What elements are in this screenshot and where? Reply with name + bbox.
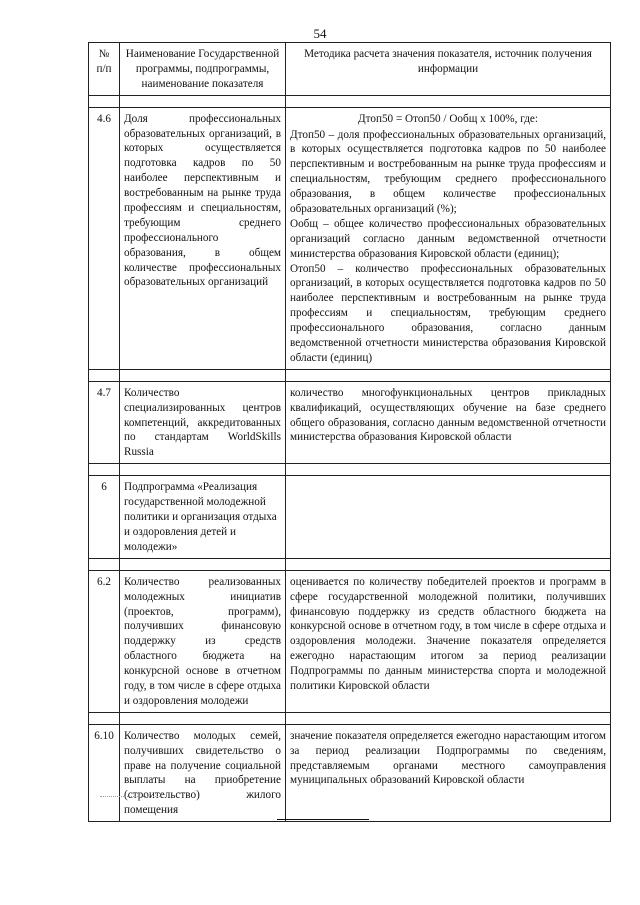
header-name: Наименование Государственной программы, подпрограммы, наименование показателя [120, 43, 286, 96]
indicators-table [88, 42, 611, 822]
table-row [89, 381, 611, 463]
page-number: 54 [313, 26, 327, 41]
indicator-method: оценивается по количеству победителей проектов и программ в сфере государственной молодежной политики, получивших финансовую поддержку из средств областного бюджета на конкурсной основе в отчетном году, в том числе в сфере отдыха и оздоровления молодежи. Значение показателя определяется ежегодно нарастающим итогом за период реализации Подпрограммы по данным министерства спорта и молодежной политики Кировской области [286, 570, 611, 712]
indicator-method: значение показателя определяется ежегодно нарастающим итогом за период реализации Подпрограммы по сведениям, представляемым органами местного самоуправления муниципальных образований Кировской области [286, 724, 611, 821]
indicator-name: Количество молодых семей, получивших свидетельство о праве на получение социальной выплаты на приобретение (строительство) жилого помещения [120, 724, 286, 821]
table-row [89, 724, 611, 821]
indicator-method: количество многофункциональных центров прикладных квалификаций, осуществляющих обучение на базе среднего общего образования, согласно данным ведомственной отчетности министерства образования Кировской области [286, 381, 611, 463]
table-row [89, 570, 611, 712]
table-row [89, 476, 611, 558]
header-method: Методика расчета значения показателя, источник получения информации [286, 43, 611, 96]
indicator-method [286, 107, 611, 369]
spacer-row [89, 369, 611, 381]
row-number: 4.6 [89, 107, 120, 369]
method-line: Дтоп50 – доля профессиональных образовательных организаций, в которых осуществляется подготовка кадров по 50 наиболее перспективным и востребованным на рынке труда профессиям и специальностям, требующим среднего профессионального образования, в общем количестве профессиональных образовательных организаций (%); [290, 128, 606, 216]
subprogram-name: Подпрограмма «Реализация государственной молодежной политики и организация отдыха и оздоровления детей и молодежи» [120, 476, 286, 558]
indicator-name: Доля профессиональных образовательных организаций, в которых осуществляется подготовка кадров по 50 наиболее перспективным и востребованным на рынке труда профессиям и специальностям, требующим среднего профессионального образования, в общем количестве профессиональных образовательных организаций [120, 107, 286, 369]
method-line: Отоп50 – количество профессиональных образовательных организаций, в которых осуществляется подготовка кадров по 50 наиболее перспективным и востребованным на рынке труда профессиям и специальностям, требующим среднего профессионального образования, согласно данным ведомственной отчетности министерства образования Кировской области (единиц) [290, 262, 606, 364]
table-row [89, 107, 611, 369]
header-num: № п/п [89, 43, 120, 96]
spacer-row [89, 558, 611, 570]
method-line: Ообщ – общее количество профессиональных образовательных организаций согласно данным ведомственной отчетности министерства образования Кировской области (единиц); [290, 217, 606, 260]
table-header-row [89, 43, 611, 96]
row-number: 6 [89, 476, 120, 558]
end-rule [277, 819, 369, 820]
spacer-row [89, 464, 611, 476]
indicator-name: Количество специализированных центров компетенций, аккредитованных по стандартам WorldSkills Russia [120, 381, 286, 463]
scan-artifact-line [100, 796, 160, 797]
spacer-row [89, 712, 611, 724]
row-number: 6.2 [89, 570, 120, 712]
row-number: 4.7 [89, 381, 120, 463]
formula: Дтоп50 = Отоп50 / Ообщ х 100%, где: [358, 112, 538, 125]
spacer-row [89, 95, 611, 107]
indicator-method [286, 476, 611, 558]
row-number: 6.10 [89, 724, 120, 821]
indicator-name: Количество реализованных молодежных инициатив (проектов, программ), получивших финансовую поддержку из средств областного бюджета на конкурсной основе в отчетном году, в том числе в сфере отдыха и оздоровления молодежи [120, 570, 286, 712]
